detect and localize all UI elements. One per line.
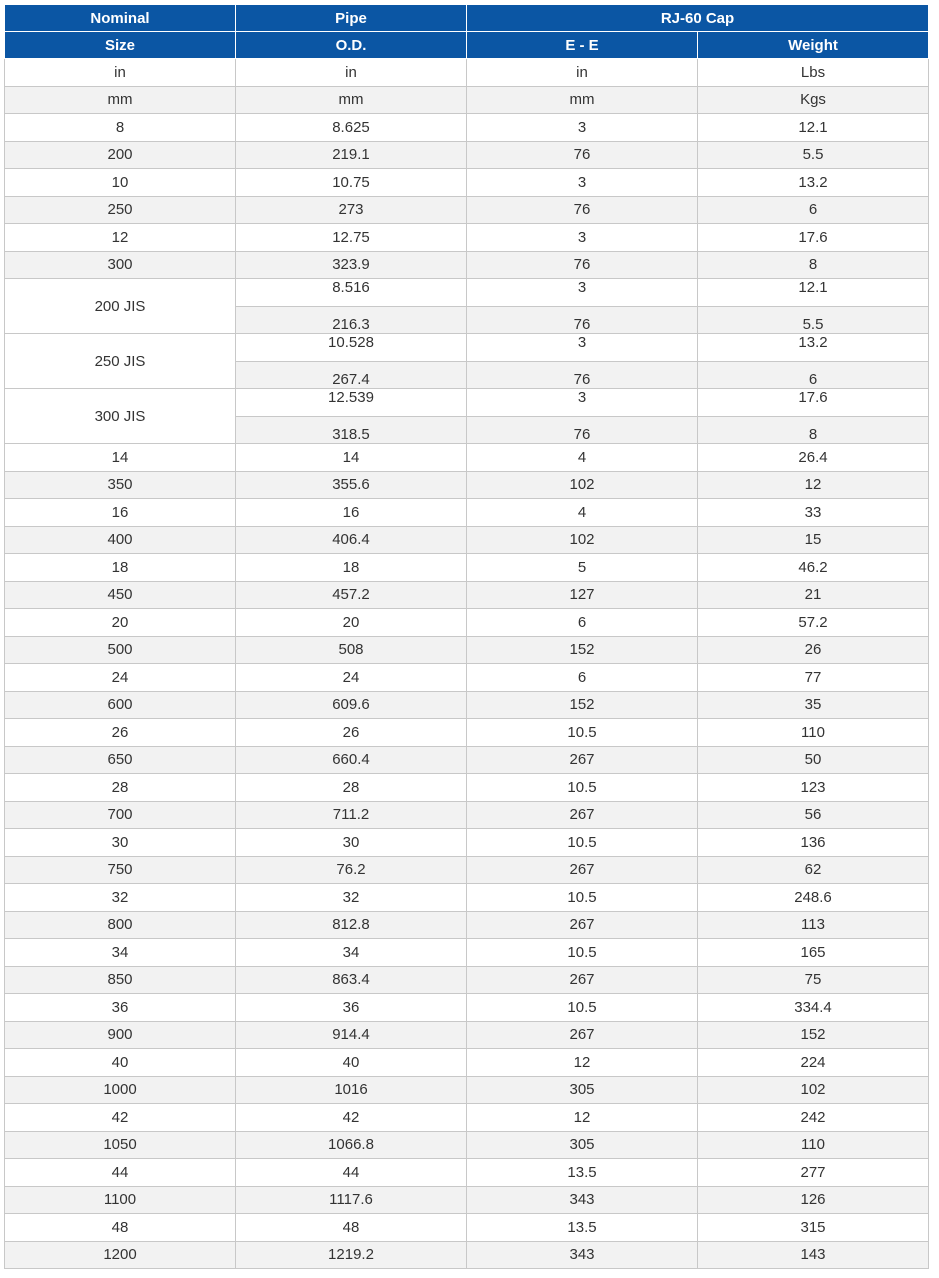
weight-cell: 12.1 <box>698 279 929 307</box>
nominal-size-cell: 42 <box>5 1104 236 1132</box>
pipe-od-cell: 508 <box>236 636 467 664</box>
nominal-size-cell: 32 <box>5 884 236 912</box>
ee-cell: 10.5 <box>467 774 698 802</box>
pipe-od-cell: 457.2 <box>236 581 467 609</box>
pipe-od-cell: mm <box>236 86 467 114</box>
ee-cell: 127 <box>467 581 698 609</box>
ee-cell: 343 <box>467 1241 698 1269</box>
nominal-size-cell: 200 <box>5 141 236 169</box>
table-row <box>5 169 929 197</box>
nominal-size-cell: 250 JIS <box>5 334 236 389</box>
pipe-od-cell: 76.2 <box>236 856 467 884</box>
nominal-size-cell: 250 <box>5 196 236 224</box>
table-row <box>5 86 929 114</box>
rj60-cap-group-header: RJ-60 Cap <box>467 5 929 32</box>
nominal-size-cell: 16 <box>5 499 236 527</box>
ee-cell: 152 <box>467 691 698 719</box>
nominal-size-cell: 1050 <box>5 1131 236 1159</box>
pipe-od-cell: 812.8 <box>236 911 467 939</box>
pipe-od-cell: 863.4 <box>236 966 467 994</box>
ee-cell: 10.5 <box>467 719 698 747</box>
pipe-od-header-line2: O.D. <box>236 32 467 59</box>
table-row <box>5 471 929 499</box>
weight-cell: 5.5 <box>698 306 929 334</box>
ee-cell: in <box>467 59 698 87</box>
weight-cell: 26 <box>698 636 929 664</box>
pipe-od-cell: 267.4 <box>236 361 467 389</box>
ee-cell: 267 <box>467 1021 698 1049</box>
rj60-cap-table <box>4 4 929 1269</box>
table-row <box>5 856 929 884</box>
pipe-od-cell: 42 <box>236 1104 467 1132</box>
pipe-od-cell: 219.1 <box>236 141 467 169</box>
pipe-od-cell: 10.528 <box>236 334 467 362</box>
ee-cell: 13.5 <box>467 1159 698 1187</box>
pipe-od-cell: 26 <box>236 719 467 747</box>
weight-cell: 152 <box>698 1021 929 1049</box>
weight-cell: 277 <box>698 1159 929 1187</box>
table-row <box>5 1159 929 1187</box>
ee-cell: 10.5 <box>467 939 698 967</box>
ee-cell: 3 <box>467 169 698 197</box>
ee-cell: 76 <box>467 416 698 444</box>
ee-cell: 4 <box>467 444 698 472</box>
ee-cell: 10.5 <box>467 994 698 1022</box>
nominal-size-cell: 600 <box>5 691 236 719</box>
pipe-od-cell: 32 <box>236 884 467 912</box>
nominal-size-cell: 700 <box>5 801 236 829</box>
table-row <box>5 59 929 87</box>
pipe-od-cell: 1066.8 <box>236 1131 467 1159</box>
ee-cell: 6 <box>467 664 698 692</box>
table-row <box>5 911 929 939</box>
weight-cell: 26.4 <box>698 444 929 472</box>
nominal-size-cell: 1200 <box>5 1241 236 1269</box>
pipe-od-cell: 34 <box>236 939 467 967</box>
ee-cell: 10.5 <box>467 829 698 857</box>
nominal-size-cell: 14 <box>5 444 236 472</box>
ee-cell: 76 <box>467 251 698 279</box>
table-row <box>5 196 929 224</box>
weight-cell: 8 <box>698 416 929 444</box>
nominal-size-header-line1: Nominal <box>5 5 236 32</box>
table-row <box>5 581 929 609</box>
weight-cell: 57.2 <box>698 609 929 637</box>
ee-cell: 305 <box>467 1076 698 1104</box>
nominal-size-cell: 24 <box>5 664 236 692</box>
weight-cell: 6 <box>698 196 929 224</box>
table-row <box>5 1049 929 1077</box>
ee-cell: 6 <box>467 609 698 637</box>
weight-cell: 50 <box>698 746 929 774</box>
weight-cell: 102 <box>698 1076 929 1104</box>
ee-cell: 76 <box>467 196 698 224</box>
nominal-size-cell: 350 <box>5 471 236 499</box>
nominal-size-cell: 48 <box>5 1214 236 1242</box>
weight-cell: 126 <box>698 1186 929 1214</box>
table-row <box>5 1186 929 1214</box>
table-row <box>5 1214 929 1242</box>
nominal-size-cell: 900 <box>5 1021 236 1049</box>
table-row <box>5 801 929 829</box>
weight-cell: 21 <box>698 581 929 609</box>
nominal-size-cell: 450 <box>5 581 236 609</box>
weight-cell: Kgs <box>698 86 929 114</box>
weight-cell: 62 <box>698 856 929 884</box>
pipe-od-cell: 12.539 <box>236 389 467 417</box>
table-row <box>5 141 929 169</box>
nominal-size-cell: 30 <box>5 829 236 857</box>
nominal-size-cell: 200 JIS <box>5 279 236 334</box>
nominal-size-cell: 26 <box>5 719 236 747</box>
pipe-od-cell: 1219.2 <box>236 1241 467 1269</box>
pipe-od-cell: 36 <box>236 994 467 1022</box>
weight-cell: 334.4 <box>698 994 929 1022</box>
weight-cell: 12.1 <box>698 114 929 142</box>
nominal-size-cell: 36 <box>5 994 236 1022</box>
nominal-size-header-line2: Size <box>5 32 236 59</box>
table-row <box>5 114 929 142</box>
table-row <box>5 224 929 252</box>
nominal-size-cell: in <box>5 59 236 87</box>
ee-cell: 12 <box>467 1049 698 1077</box>
ee-cell: 12 <box>467 1104 698 1132</box>
nominal-size-cell: 40 <box>5 1049 236 1077</box>
pipe-od-cell: 609.6 <box>236 691 467 719</box>
nominal-size-cell: 18 <box>5 554 236 582</box>
pipe-od-cell: 18 <box>236 554 467 582</box>
weight-cell: 35 <box>698 691 929 719</box>
table-row <box>5 966 929 994</box>
table-row <box>5 994 929 1022</box>
ee-header: E - E <box>467 32 698 59</box>
table-row <box>5 1021 929 1049</box>
pipe-od-cell: 406.4 <box>236 526 467 554</box>
weight-cell: 123 <box>698 774 929 802</box>
table-row <box>5 636 929 664</box>
nominal-size-cell: 750 <box>5 856 236 884</box>
nominal-size-cell: 20 <box>5 609 236 637</box>
ee-cell: 267 <box>467 856 698 884</box>
ee-cell: 5 <box>467 554 698 582</box>
pipe-od-cell: 273 <box>236 196 467 224</box>
nominal-size-cell: 800 <box>5 911 236 939</box>
pipe-od-cell: 323.9 <box>236 251 467 279</box>
weight-cell: 248.6 <box>698 884 929 912</box>
nominal-size-cell: 8 <box>5 114 236 142</box>
nominal-size-cell: 400 <box>5 526 236 554</box>
weight-cell: 242 <box>698 1104 929 1132</box>
table-row <box>5 691 929 719</box>
pipe-od-cell: 216.3 <box>236 306 467 334</box>
weight-cell: 33 <box>698 499 929 527</box>
ee-cell: 10.5 <box>467 884 698 912</box>
table-row <box>5 774 929 802</box>
nominal-size-cell: 650 <box>5 746 236 774</box>
weight-cell: 5.5 <box>698 141 929 169</box>
weight-cell: 13.2 <box>698 169 929 197</box>
weight-cell: 113 <box>698 911 929 939</box>
table-row <box>5 554 929 582</box>
weight-cell: 143 <box>698 1241 929 1269</box>
table-row <box>5 609 929 637</box>
pipe-od-cell: 318.5 <box>236 416 467 444</box>
ee-cell: 3 <box>467 279 698 307</box>
table-row <box>5 719 929 747</box>
nominal-size-cell: 300 <box>5 251 236 279</box>
table-row <box>5 884 929 912</box>
table-row <box>5 526 929 554</box>
pipe-od-cell: 40 <box>236 1049 467 1077</box>
ee-cell: 3 <box>467 334 698 362</box>
pipe-od-cell: 711.2 <box>236 801 467 829</box>
weight-cell: 165 <box>698 939 929 967</box>
weight-cell: 46.2 <box>698 554 929 582</box>
table-row <box>5 499 929 527</box>
ee-cell: 13.5 <box>467 1214 698 1242</box>
pipe-od-cell: 30 <box>236 829 467 857</box>
ee-cell: 343 <box>467 1186 698 1214</box>
nominal-size-cell: 1100 <box>5 1186 236 1214</box>
ee-cell: 76 <box>467 306 698 334</box>
ee-cell: 305 <box>467 1131 698 1159</box>
ee-cell: 76 <box>467 361 698 389</box>
ee-cell: 3 <box>467 224 698 252</box>
ee-cell: 267 <box>467 911 698 939</box>
nominal-size-cell: 34 <box>5 939 236 967</box>
weight-cell: 56 <box>698 801 929 829</box>
pipe-od-cell: in <box>236 59 467 87</box>
table-row <box>5 664 929 692</box>
nominal-size-cell: 500 <box>5 636 236 664</box>
ee-cell: 267 <box>467 801 698 829</box>
table-row <box>5 444 929 472</box>
nominal-size-cell: 12 <box>5 224 236 252</box>
pipe-od-cell: 1016 <box>236 1076 467 1104</box>
nominal-size-cell: 850 <box>5 966 236 994</box>
nominal-size-cell: 300 JIS <box>5 389 236 444</box>
table-row <box>5 746 929 774</box>
table-row <box>5 939 929 967</box>
nominal-size-cell: mm <box>5 86 236 114</box>
pipe-od-cell: 16 <box>236 499 467 527</box>
nominal-size-cell: 10 <box>5 169 236 197</box>
pipe-od-cell: 8.625 <box>236 114 467 142</box>
ee-cell: 3 <box>467 389 698 417</box>
weight-cell: 13.2 <box>698 334 929 362</box>
table-row <box>5 334 929 362</box>
weight-cell: 136 <box>698 829 929 857</box>
pipe-od-cell: 8.516 <box>236 279 467 307</box>
pipe-od-cell: 28 <box>236 774 467 802</box>
table-row <box>5 251 929 279</box>
ee-cell: 102 <box>467 471 698 499</box>
table-body <box>5 59 929 1269</box>
ee-cell: 3 <box>467 114 698 142</box>
weight-cell: 8 <box>698 251 929 279</box>
table-row <box>5 829 929 857</box>
table-row <box>5 389 929 417</box>
weight-cell: 75 <box>698 966 929 994</box>
pipe-od-cell: 355.6 <box>236 471 467 499</box>
weight-cell: 315 <box>698 1214 929 1242</box>
weight-cell: 224 <box>698 1049 929 1077</box>
pipe-od-cell: 660.4 <box>236 746 467 774</box>
weight-cell: 110 <box>698 1131 929 1159</box>
pipe-od-cell: 12.75 <box>236 224 467 252</box>
weight-cell: 15 <box>698 526 929 554</box>
table-row <box>5 1076 929 1104</box>
nominal-size-cell: 1000 <box>5 1076 236 1104</box>
weight-cell: 17.6 <box>698 389 929 417</box>
weight-cell: 17.6 <box>698 224 929 252</box>
table-row <box>5 1104 929 1132</box>
ee-cell: 102 <box>467 526 698 554</box>
weight-cell: 12 <box>698 471 929 499</box>
pipe-od-header-line1: Pipe <box>236 5 467 32</box>
cap-dimension-table-container <box>4 4 929 1269</box>
pipe-od-cell: 24 <box>236 664 467 692</box>
pipe-od-cell: 20 <box>236 609 467 637</box>
weight-header: Weight <box>698 32 929 59</box>
weight-cell: Lbs <box>698 59 929 87</box>
ee-cell: 76 <box>467 141 698 169</box>
table-header <box>5 5 929 59</box>
pipe-od-cell: 1117.6 <box>236 1186 467 1214</box>
table-row <box>5 1131 929 1159</box>
pipe-od-cell: 14 <box>236 444 467 472</box>
weight-cell: 110 <box>698 719 929 747</box>
table-row <box>5 279 929 307</box>
ee-cell: 152 <box>467 636 698 664</box>
ee-cell: 267 <box>467 746 698 774</box>
ee-cell: 4 <box>467 499 698 527</box>
nominal-size-cell: 44 <box>5 1159 236 1187</box>
ee-cell: 267 <box>467 966 698 994</box>
table-row <box>5 1241 929 1269</box>
pipe-od-cell: 10.75 <box>236 169 467 197</box>
ee-cell: mm <box>467 86 698 114</box>
pipe-od-cell: 44 <box>236 1159 467 1187</box>
weight-cell: 6 <box>698 361 929 389</box>
nominal-size-cell: 28 <box>5 774 236 802</box>
pipe-od-cell: 914.4 <box>236 1021 467 1049</box>
weight-cell: 77 <box>698 664 929 692</box>
pipe-od-cell: 48 <box>236 1214 467 1242</box>
